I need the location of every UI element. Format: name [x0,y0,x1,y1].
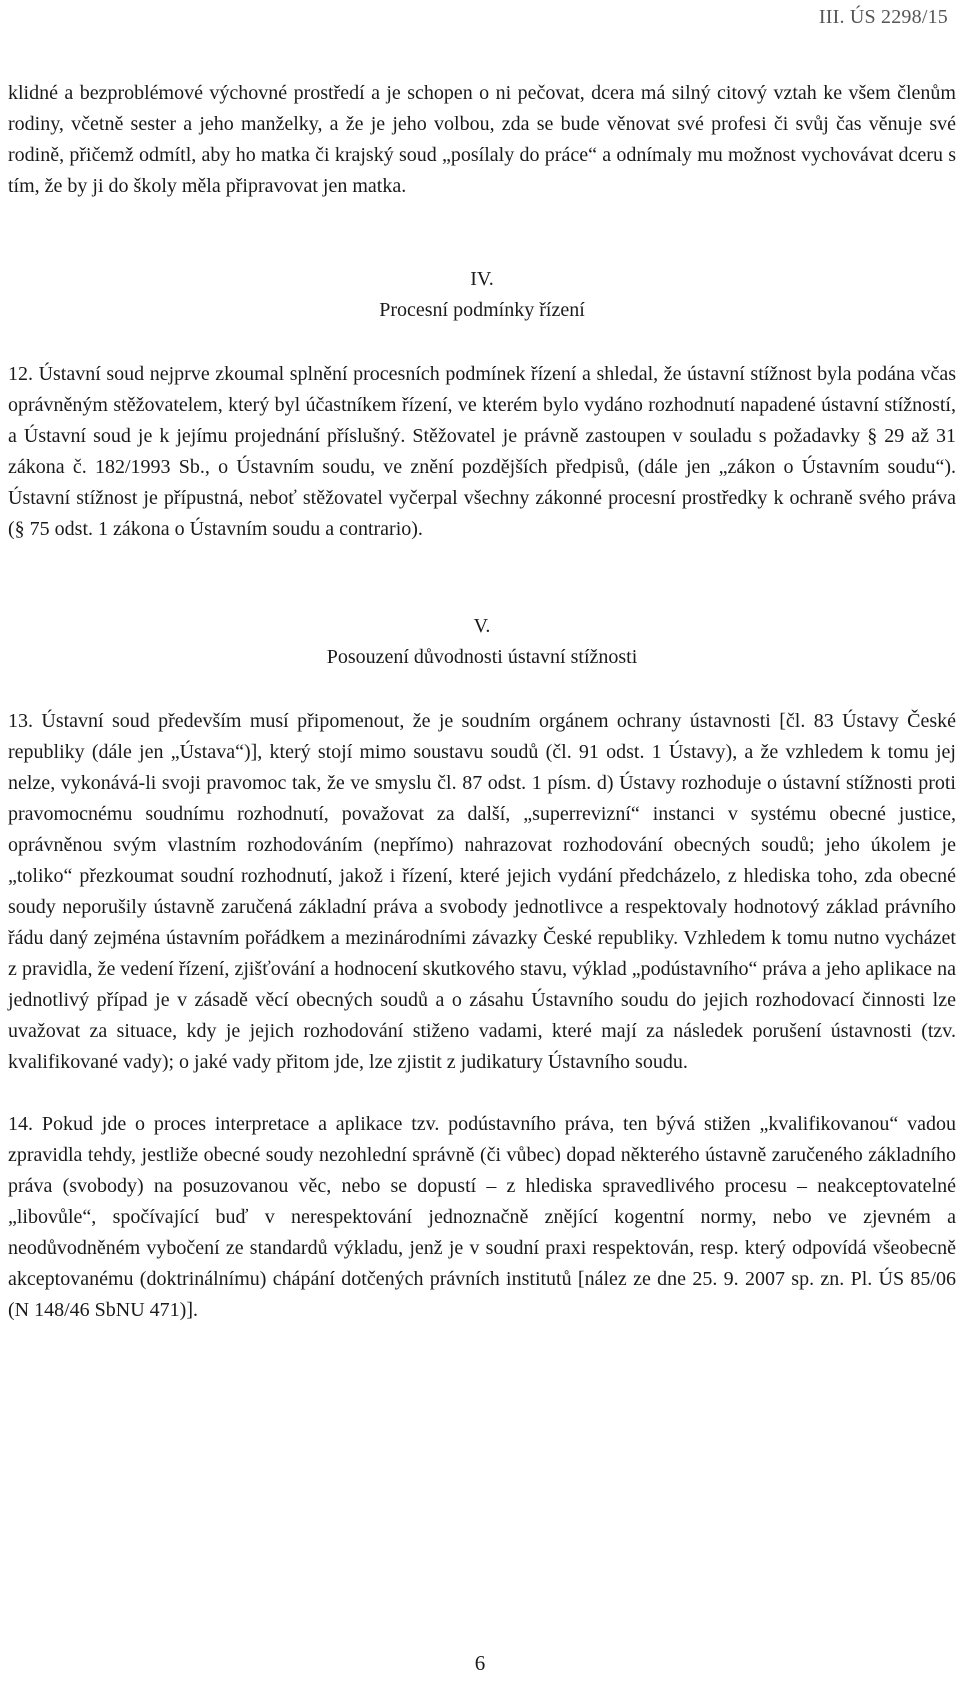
document-body [8,78,956,1326]
case-reference: III. ÚS 2298/15 [818,6,948,28]
section-v-numeral: V. [473,615,491,637]
section-v-title: Posouzení důvodnosti ústavní stížnosti [326,646,638,668]
paragraph-continuation: klidné a bezproblémové výchovné prostředí a je schopen o ni pečovat, dcera má silný citový vztah ke všem členům rodiny, včetně sester a jeho manželky, a že je jeho volbou, zda se bude věnovat své profesi či svůj čas věnuje své rodině, přičemž odmítl, aby ho matka či krajský soud „posílaly do práce“ a odnímaly mu možnost vychovávat dceru s tím, že by ji do školy měla připravovat jen matka. [8,82,956,197]
paragraph-12: 12. Ústavní soud nejprve zkoumal splnění procesních podmínek řízení a shledal, že ústavní stížnost byla podána včas oprávněným stěžovatelem, který byl účastníkem řízení, ve kterém bylo vydáno rozhodnutí napadené ústavní stížností, a Ústavní soud je k jejímu projednání příslušný. Stěžovatel je právně zastoupen v souladu s požadavky § 29 až 31 zákona č. 182/1993 Sb., o Ústavním soudu, ve znění pozdějších předpisů, (dále jen „zákon o Ústavním soudu“). Ústavní stížnost je přípustná, neboť stěžovatel vyčerpal všechny zákonné procesní prostředky k ochraně svého práva (§ 75 odst. 1 zákona o Ústavním soudu a contrario). [8,363,956,540]
section-iv-numeral: IV. [470,268,494,290]
paragraph-14: 14. Pokud jde o proces interpretace a aplikace tzv. podústavního práva, ten bývá stižen „kvalifikovanou“ vadou zpravidla tehdy, jestliže obecné soudy nezohlední správně (či vůbec) dopad některého ústavně zaručeného základního práva (svobody) na posuzovanou věc, nebo se dopustí – z hlediska spravedlivého procesu – neakceptovatelné „libovůle“, spočívající buď v nerespektování jednoznačně znějící kogentní normy, nebo ve zjevném a neodůvodněném vybočení ze standardů výkladu, jenž je v soudní praxi respektován, resp. který odpovídá všeobecně akceptovanému (doktrinálnímu) chápání dotčených právních institutů [nález ze dne 25. 9. 2007 sp. zn. Pl. ÚS 85/06 (N 148/46 SbNU 471)]. [8,1113,956,1321]
page-number: 6 [474,1651,486,1675]
paragraph-13: 13. Ústavní soud především musí připomenout, že je soudním orgánem ochrany ústavnosti [čl. 83 Ústavy České republiky (dále jen „Ústava“)], který stojí mimo soustavu soudů (čl. 91 odst. 1 Ústavy), a že vzhledem k tomu jej nelze, vykonává-li svoji pravomoc tak, že ve smyslu čl. 87 odst. 1 písm. d) Ústavy rozhoduje o ústavní stížnosti proti pravomocnému soudnímu rozhodnutí, považovat za další, „superrevizní“ instanci v systému obecné justice, oprávněnou svým vlastním rozhodováním (nepřímo) nahrazovat rozhodování obecných soudů; jeho úkolem je „toliko“ přezkoumat soudní rozhodnutí, jakož i řízení, které jejich vydání předcházelo, z hlediska toho, zda obecné soudy neporušily ústavně zaručená základní práva a svobody jednotlivce a respektovaly hodnotový základ právního řádu daný zejména ústavním pořádkem a mezinárodními závazky České republiky. Vzhledem k tomu nutno vycházet z pravidla, že vedení řízení, zjišťování a hodnocení skutkového stavu, výklad „podústavního“ práva a jeho aplikace na jednotlivý případ je v zásadě věcí obecných soudů a o zásahu Ústavního soudu do jejich rozhodovací činnosti lze uvažovat za situace, kdy je jejich rozhodování stiženo vadami, které mají za následek porušení ústavnosti (tzv. kvalifikované vady); o jaké vady přitom jde, lze zjistit z judikatury Ústavního soudu. [8,710,956,1073]
section-iv-title: Procesní podmínky řízení [379,299,585,321]
